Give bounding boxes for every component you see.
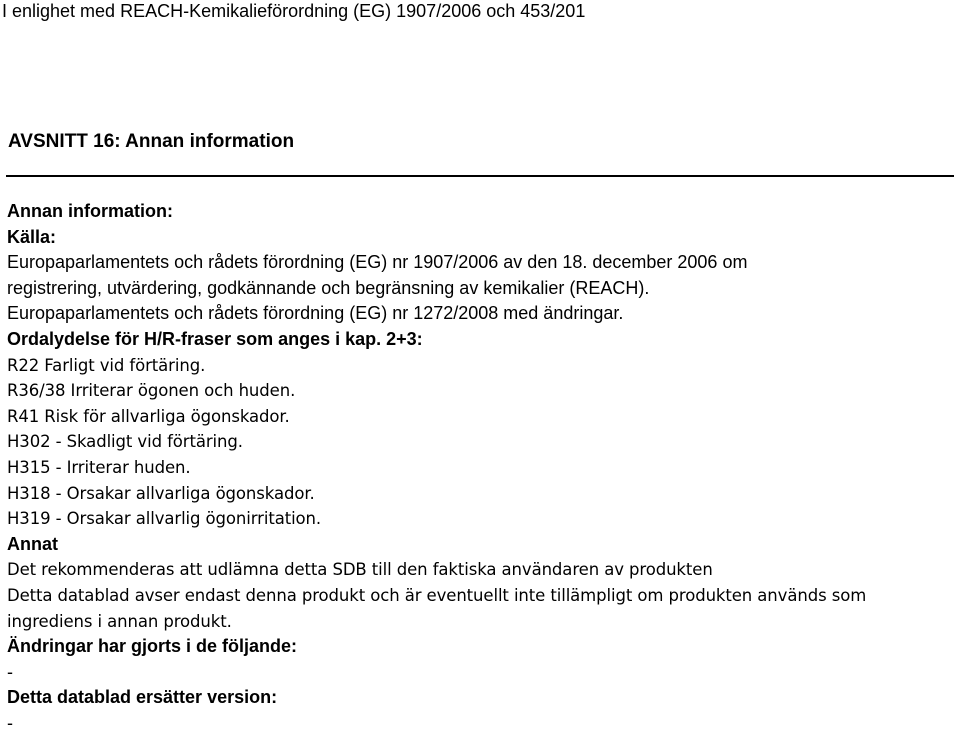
other-heading: Annat — [7, 533, 58, 554]
section-divider — [6, 175, 954, 177]
replaces-version-value: - — [7, 712, 13, 733]
document-header: I enlighet med REACH-Kemikalieförordning (EG) 1907/2006 och 453/201 — [2, 1, 586, 21]
source-line: registrering, utvärdering, godkännande och begränsning av kemikalier (REACH). — [7, 277, 650, 298]
phrase-item: R22 Farligt vid förtäring. — [7, 355, 206, 375]
other-text-line: Det rekommenderas att udlämna detta SDB till den faktiska användaren av produkten — [7, 560, 713, 580]
phrases-heading: Ordalydelse för H/R-fraser som anges i kap. 2+3: — [7, 328, 423, 349]
source-line: Europaparlamentets och rådets förordning (EG) nr 1907/2006 av den 18. december 2006 om — [7, 252, 748, 273]
phrase-item: H302 - Skadligt vid förtäring. — [7, 432, 243, 452]
annan-information-label: Annan information: — [7, 201, 173, 221]
phrase-item: H318 - Orsakar allvarliga ögonskador. — [7, 483, 315, 503]
other-text-line: Detta datablad avser endast denna produkt och är eventuellt inte tillämpligt om produkten används som — [7, 585, 867, 605]
changes-heading: Ändringar har gjorts i de följande: — [7, 636, 298, 657]
phrase-item: H319 - Orsakar allvarlig ögonirritation. — [7, 509, 322, 529]
section-content — [7, 199, 952, 736]
source-label: Källa: — [7, 226, 57, 247]
changes-value: - — [7, 661, 13, 682]
phrase-item: R36/38 Irriterar ögonen och huden. — [7, 381, 296, 401]
other-text-line: ingrediens i annan produkt. — [7, 611, 232, 631]
phrase-item: H315 - Irriterar huden. — [7, 457, 191, 477]
section-title: AVSNITT 16: Annan information — [8, 131, 295, 152]
phrase-item: R41 Risk för allvarliga ögonskador. — [7, 406, 290, 426]
source-line: Europaparlamentets och rådets förordning (EG) nr 1272/2008 med ändringar. — [7, 303, 624, 324]
replaces-version-heading: Detta datablad ersätter version: — [7, 687, 278, 708]
